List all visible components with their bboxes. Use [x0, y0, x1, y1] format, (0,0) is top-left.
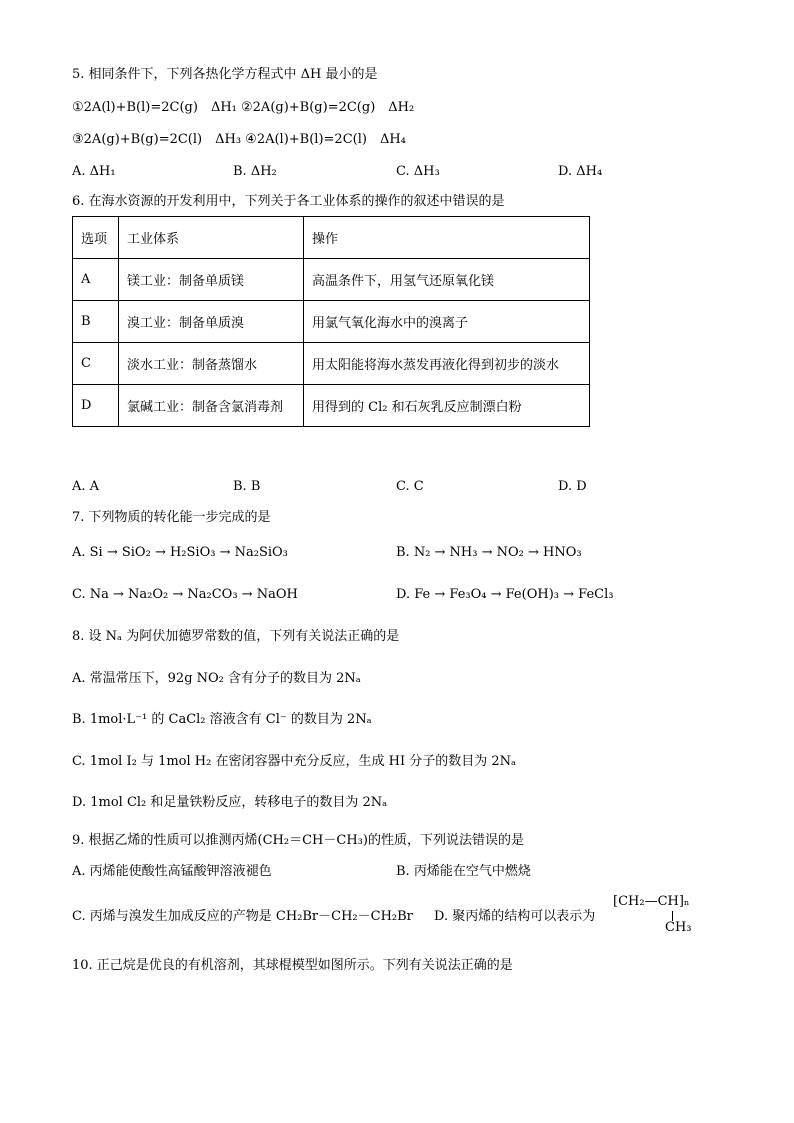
- q6-option-d[interactable]: D. D: [558, 479, 587, 494]
- table-cell: 用氯气氧化海水中的溴离子: [304, 301, 590, 343]
- q7-option-b[interactable]: B. N₂ → NH₃ → NO₂ → HNO₃: [396, 545, 582, 560]
- question-8-stem: 8. 设 Nₐ 为阿伏加德罗常数的值，下列有关说法正确的是: [72, 629, 400, 644]
- question-5-equations-2: ③2A(g)+B(g)=2C(l) ΔH₃ ④2A(l)+B(l)=2C(l) ΔH₄: [72, 132, 406, 147]
- q7-option-d[interactable]: D. Fe → Fe₃O₄ → Fe(OH)₃ → FeCl₃: [396, 587, 614, 602]
- table-header-cell: 工业体系: [119, 217, 304, 259]
- q5-option-b[interactable]: B. ΔH₂: [233, 164, 277, 179]
- question-7-stem: 7. 下列物质的转化能一步完成的是: [72, 510, 271, 525]
- table-cell: 溴工业：制备单质溴: [119, 301, 304, 343]
- q7-option-c[interactable]: C. Na → Na₂O₂ → Na₂CO₃ → NaOH: [72, 587, 298, 602]
- polypropylene-structure: [613, 894, 723, 940]
- industry-table: [72, 216, 590, 427]
- q9-option-a[interactable]: A. 丙烯能使酸性高锰酸钾溶液褪色: [72, 864, 272, 879]
- q9-option-c[interactable]: C. 丙烯与溴发生加成反应的产物是 CH₂Br－CH₂－CH₂Br: [72, 909, 413, 924]
- q5-option-a[interactable]: A. ΔH₁: [72, 164, 116, 179]
- question-9-stem: 9. 根据乙烯的性质可以推测丙烯(CH₂＝CH－CH₃)的性质，下列说法错误的是: [72, 833, 524, 848]
- table-row: [73, 259, 590, 301]
- table-cell: 用得到的 Cl₂ 和石灰乳反应制漂白粉: [304, 385, 590, 427]
- question-6-stem: 6. 在海水资源的开发利用中，下列关于各工业体系的操作的叙述中错误的是: [72, 194, 505, 209]
- table-row: [73, 301, 590, 343]
- table-row: [73, 385, 590, 427]
- table-cell: B: [73, 301, 119, 343]
- q8-option-c[interactable]: C. 1mol I₂ 与 1mol H₂ 在密闭容器中充分反应，生成 HI 分子的数目为 2Nₐ: [72, 754, 516, 769]
- q8-option-b[interactable]: B. 1mol·L⁻¹ 的 CaCl₂ 溶液含有 Cl⁻ 的数目为 2Nₐ: [72, 712, 372, 727]
- q8-option-a[interactable]: A. 常温常压下，92g NO₂ 含有分子的数目为 2Nₐ: [72, 671, 361, 686]
- table-cell: 高温条件下，用氢气还原氧化镁: [304, 259, 590, 301]
- table-cell: D: [73, 385, 119, 427]
- polymer-methyl-branch: CH₃: [665, 920, 692, 935]
- table-cell: 镁工业：制备单质镁: [119, 259, 304, 301]
- polymer-repeat-unit: [CH₂—CH]ₙ: [613, 894, 690, 909]
- table-cell: 用太阳能将海水蒸发再液化得到初步的淡水: [304, 343, 590, 385]
- table-cell: 氯碱工业：制备含氯消毒剂: [119, 385, 304, 427]
- table-header-cell: 选项: [73, 217, 119, 259]
- question-5-stem: 5. 相同条件下，下列各热化学方程式中 ΔH 最小的是: [72, 67, 378, 82]
- q8-option-d[interactable]: D. 1mol Cl₂ 和足量铁粉反应，转移电子的数目为 2Nₐ: [72, 795, 388, 810]
- q6-option-a[interactable]: A. A: [72, 479, 100, 494]
- table-row: [73, 343, 590, 385]
- question-5-equations-1: ①2A(l)+B(l)=2C(g) ΔH₁ ②2A(g)+B(g)=2C(g) ΔH₂: [72, 100, 415, 115]
- q7-option-a[interactable]: A. Si → SiO₂ → H₂SiO₃ → Na₂SiO₃: [72, 545, 288, 560]
- q6-option-c[interactable]: C. C: [396, 479, 424, 494]
- table-header-cell: 操作: [304, 217, 590, 259]
- table-cell: 淡水工业：制备蒸馏水: [119, 343, 304, 385]
- question-10-stem: 10. 正己烷是优良的有机溶剂，其球棍模型如图所示。下列有关说法正确的是: [72, 958, 513, 973]
- q5-option-c[interactable]: C. ΔH₃: [396, 164, 440, 179]
- table-cell: A: [73, 259, 119, 301]
- q5-option-d[interactable]: D. ΔH₄: [558, 164, 603, 179]
- q9-option-b[interactable]: B. 丙烯能在空气中燃烧: [396, 864, 531, 879]
- q6-option-b[interactable]: B. B: [233, 479, 261, 494]
- q9-option-d[interactable]: D. 聚丙烯的结构可以表示为: [434, 909, 596, 924]
- table-header-row: [73, 217, 590, 259]
- table-cell: C: [73, 343, 119, 385]
